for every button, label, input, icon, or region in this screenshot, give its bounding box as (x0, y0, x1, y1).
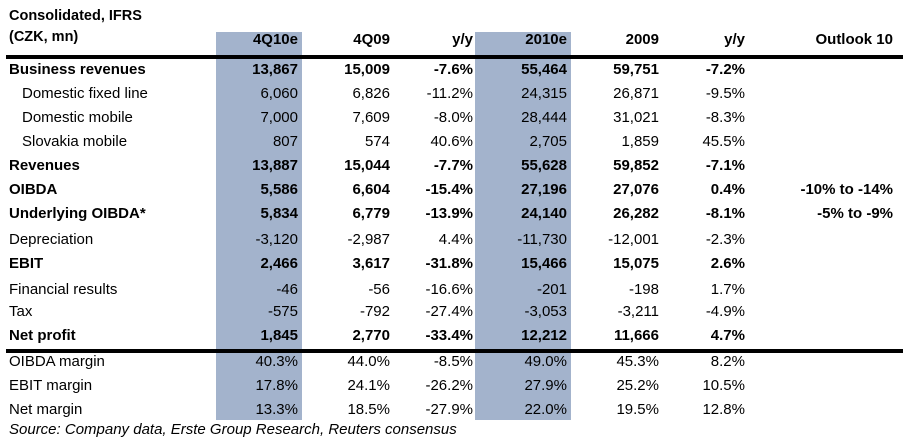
table-cell: 2,770 (352, 327, 390, 344)
table-cell: -8.0% (433, 109, 473, 126)
table-cell: -4.9% (705, 303, 745, 320)
table-cell: 45.3% (616, 353, 659, 370)
table-cell: 13,887 (252, 157, 298, 174)
table-title: Consolidated, IFRS (9, 8, 142, 24)
table-cell: -3,053 (524, 303, 567, 320)
table-cell: 27,196 (521, 181, 567, 198)
table-cell: 4.4% (438, 231, 473, 248)
table-cell: 1,859 (621, 133, 659, 150)
table-row (0, 154, 908, 178)
table-cell: 31,021 (613, 109, 659, 126)
table-cell: -27.4% (425, 303, 473, 320)
row-label: Domestic mobile (22, 109, 133, 126)
table-cell: -13.9% (425, 205, 473, 222)
table-cell: 15,009 (344, 61, 390, 78)
row-label: Domestic fixed line (22, 85, 148, 102)
table-cell: -5% to -9% (817, 205, 893, 222)
table-cell: 59,852 (613, 157, 659, 174)
table-cell: -15.4% (425, 181, 473, 198)
header-2010e: 2010e (525, 31, 567, 48)
table-cell: 8.2% (710, 353, 745, 370)
table-cell: -12,001 (608, 231, 659, 248)
row-label: Revenues (9, 157, 80, 174)
table-cell: -56 (368, 281, 390, 298)
header-4q10e: 4Q10e (252, 31, 298, 48)
table-cell: 59,751 (613, 61, 659, 78)
header-yy-quarter: y/y (452, 31, 473, 48)
table-cell: 0.4% (710, 181, 745, 198)
table-cell: -3,211 (617, 303, 659, 320)
table-cell (745, 228, 893, 252)
table-cell: 24,140 (521, 205, 567, 222)
table-cell: 3,617 (352, 255, 390, 272)
row-label: OIBDA (9, 181, 58, 198)
table-cell: -16.6% (425, 281, 473, 298)
table-cell (745, 278, 893, 302)
table-row (0, 324, 908, 348)
table-cell: 28,444 (521, 109, 567, 126)
table-cell: -2,987 (347, 231, 390, 248)
table-row (0, 178, 908, 202)
table-cell: -8.3% (705, 109, 745, 126)
table-cell: 807 (272, 133, 298, 150)
table-cell: 15,075 (613, 255, 659, 272)
table-cell (745, 300, 893, 324)
table-cell: 24,315 (521, 85, 567, 102)
row-label: Net profit (9, 327, 76, 344)
table-cell: -575 (267, 303, 298, 320)
table-cell: 13,867 (252, 61, 298, 78)
table-cell: 17.8% (255, 377, 298, 394)
table-cell: 1.7% (710, 281, 745, 298)
table-cell: 15,466 (521, 255, 567, 272)
table-cell: -26.2% (425, 377, 473, 394)
table-cell: 18.5% (347, 401, 390, 418)
table-cell: 55,464 (521, 61, 567, 78)
table-cell: -7.2% (705, 61, 745, 78)
table-cell: -33.4% (425, 327, 473, 344)
table-cell: 7,609 (352, 109, 390, 126)
row-label: Depreciation (9, 231, 94, 248)
table-cell: 5,834 (260, 205, 298, 222)
table-cell: 45.5% (702, 133, 745, 150)
table-cell: 574 (364, 133, 390, 150)
table-cell: 40.3% (255, 353, 298, 370)
row-label: Slovakia mobile (22, 133, 128, 150)
table-cell: 25.2% (616, 377, 659, 394)
table-row (0, 252, 908, 276)
table-cell: -201 (536, 281, 567, 298)
table-cell: -11.2% (426, 85, 473, 102)
table-cell: 44.0% (347, 353, 390, 370)
table-row (0, 300, 908, 324)
table-cell: -8.5% (433, 353, 473, 370)
table-cell: 26,282 (613, 205, 659, 222)
row-label: OIBDA margin (9, 353, 105, 370)
table-cell: -7.6% (433, 61, 473, 78)
row-label: EBIT margin (9, 377, 93, 394)
table-cell: 40.6% (430, 133, 473, 150)
table-row (0, 82, 908, 106)
table-cell: -11,730 (517, 231, 567, 248)
header-outlook: Outlook 10 (815, 31, 893, 48)
row-label: Underlying OIBDA* (9, 205, 146, 222)
table-cell: 26,871 (613, 85, 659, 102)
table-row (0, 350, 908, 374)
table-cell (745, 374, 893, 398)
row-label: Business revenues (9, 61, 146, 78)
table-cell: 11,666 (613, 327, 659, 344)
table-cell (745, 398, 893, 422)
table-cell: 12.8% (702, 401, 745, 418)
table-cell: -31.8% (425, 255, 473, 272)
table-cell: -8.1% (705, 205, 745, 222)
table-row (0, 398, 908, 422)
table-cell: 13.3% (255, 401, 298, 418)
table-cell: 1,845 (260, 327, 298, 344)
table-cell (745, 252, 893, 276)
table-cell: -46 (276, 281, 298, 298)
table-cell: 2,466 (260, 255, 298, 272)
table-cell: 6,826 (352, 85, 390, 102)
table-cell: 12,212 (521, 327, 567, 344)
table-row (0, 106, 908, 130)
table-cell: 24.1% (347, 377, 390, 394)
table-cell: 27,076 (613, 181, 659, 198)
table-cell: 15,044 (344, 157, 390, 174)
table-cell: -2.3% (705, 231, 745, 248)
table-cell: 49.0% (524, 353, 567, 370)
table-cell (745, 324, 893, 348)
table-row (0, 58, 908, 82)
header-4q09: 4Q09 (353, 31, 390, 48)
row-label: Financial results (9, 281, 118, 298)
table-cell: -27.9% (425, 401, 473, 418)
table-cell: 2.6% (710, 255, 745, 272)
table-cell (745, 350, 893, 374)
table-cell: 19.5% (616, 401, 659, 418)
table-cell (745, 130, 893, 154)
table-cell: 2,705 (529, 133, 567, 150)
table-row (0, 228, 908, 252)
table-cell: -792 (359, 303, 390, 320)
table-row (0, 278, 908, 302)
table-cell: 4.7% (710, 327, 745, 344)
table-cell: -7.7% (433, 157, 473, 174)
table-cell: -198 (628, 281, 659, 298)
header-yy-year: y/y (724, 31, 745, 48)
table-row (0, 202, 908, 226)
table-cell: -10% to -14% (800, 181, 893, 198)
row-label: Tax (9, 303, 33, 320)
table-row (0, 130, 908, 154)
table-cell: 7,000 (260, 109, 298, 126)
table-cell (745, 154, 893, 178)
row-label: EBIT (9, 255, 44, 272)
table-cell: 27.9% (524, 377, 567, 394)
table-row (0, 374, 908, 398)
table-cell (745, 58, 893, 82)
table-cell (745, 106, 893, 130)
table-cell: -3,120 (255, 231, 298, 248)
table-cell: 55,628 (521, 157, 567, 174)
header-2009: 2009 (625, 31, 659, 48)
table-cell: -9.5% (705, 85, 745, 102)
table-cell: 22.0% (524, 401, 567, 418)
table-subtitle-units: (CZK, mn) (9, 29, 79, 45)
table-cell: 6,604 (352, 181, 390, 198)
table-cell: 6,779 (352, 205, 390, 222)
row-label: Net margin (9, 401, 83, 418)
table-cell: -7.1% (705, 157, 745, 174)
table-cell: 6,060 (260, 85, 298, 102)
table-cell: 5,586 (260, 181, 298, 198)
table-cell (745, 82, 893, 106)
source-note: Source: Company data, Erste Group Research, Reuters consensus (9, 421, 457, 438)
table-cell: 10.5% (702, 377, 745, 394)
